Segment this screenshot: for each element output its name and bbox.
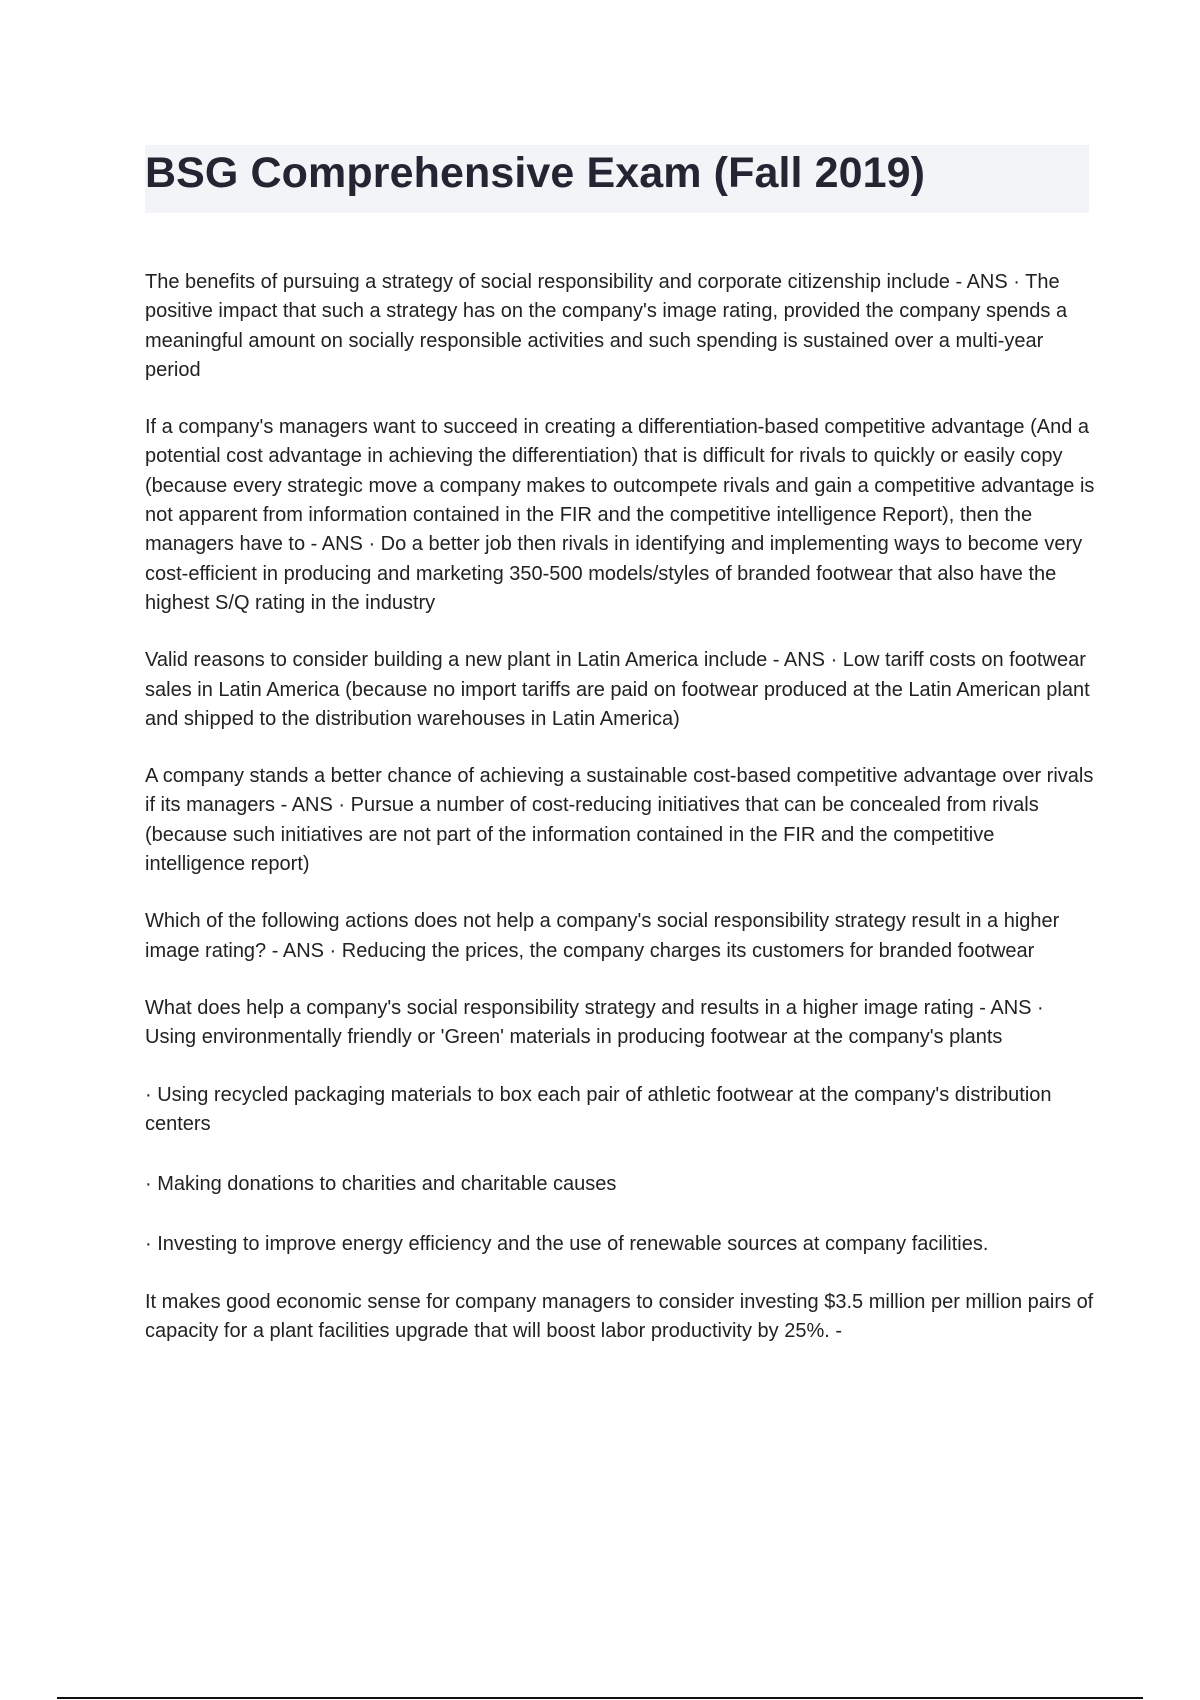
paragraph-image-rating-help: What does help a company's social responsibility strategy and results in a higher image rating - ANS · Using environmentally friendly or 'Green' materials in producing footwear at the company's plants bbox=[145, 996, 1044, 1049]
document-title: BSG Comprehensive Exam (Fall 2019) bbox=[145, 149, 926, 197]
paragraph-image-rating-question: Which of the following actions does not help a company's social responsibility strategy result in a higher image rating? - ANS · Reducing the prices, the company charges its customers for branded footwear bbox=[145, 910, 1060, 962]
bullet-recycled-packaging: · Using recycled packaging materials to box each pair of athletic footwear at the company's distribution centers bbox=[145, 1083, 1052, 1135]
paragraph-cost-based-advantage: A company stands a better chance of achieving a sustainable cost-based competitive advantage over rivals if its managers - ANS · Pursue a number of cost-reducing initiatives that can be concealed from rivals (because such initiatives are not part of the information contained in the FIR and the competitive intelligence report) bbox=[145, 765, 1094, 876]
bullet-energy-efficiency: · Investing to improve energy efficiency and the use of renewable sources at company facilities. bbox=[145, 1233, 989, 1256]
document-body bbox=[145, 268, 1095, 1374]
footer-divider bbox=[57, 1697, 1143, 1699]
paragraph-plant-upgrade: It makes good economic sense for company managers to consider investing $3.5 million per million pairs of capacity for a plant facilities upgrade that will boost labor productivity by 25%. - bbox=[145, 1290, 1094, 1343]
paragraph-differentiation-advantage: If a company's managers want to succeed in creating a differentiation-based competitive advantage (And a potential cost advantage in achieving the differentiation) that is difficult for rivals to quickly or easily copy (because every strategic move a company makes to outcompete rivals and gain a competitive advantage is not apparent from information contained in the FIR and the competitive intelligence Report), then the managers have to - ANS · Do a better job then rivals in identifying and implementing ways to become very cost-efficient in producing and marketing 350-500 models/styles of branded footwear that also have the highest S/Q rating in the industry bbox=[145, 416, 1095, 614]
paragraph-social-responsibility-benefits: The benefits of pursuing a strategy of social responsibility and corporate citizenship include - ANS · The positive impact that such a strategy has on the company's image rating, provided the company spends a meaningful amount on socially responsible activities and such spending is sustained over a multi-year period bbox=[145, 271, 1068, 381]
paragraph-latin-america-plant: Valid reasons to consider building a new plant in Latin America include - ANS · Low tariff costs on footwear sales in Latin America (because no import tariffs are paid on footwear produced at the Latin American plant and shipped to the distribution warehouses in Latin America) bbox=[145, 649, 1090, 730]
bullet-charitable-donations: · Making donations to charities and charitable causes bbox=[145, 1173, 617, 1196]
